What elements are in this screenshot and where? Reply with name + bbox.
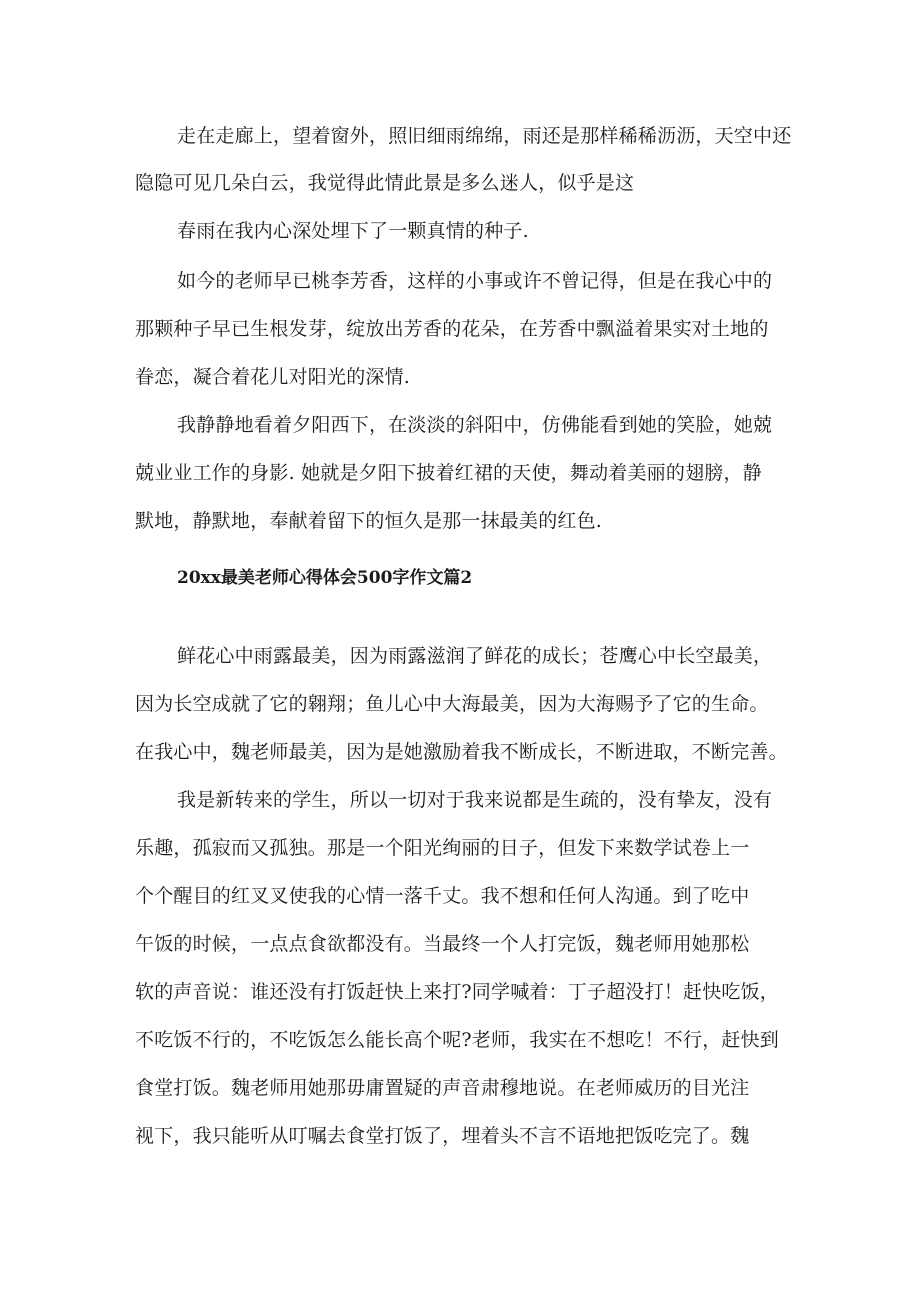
text-line: 个个醒目的红叉叉使我的心情一落千丈。我不想和任何人沟通。到了吃中 — [135, 885, 750, 907]
text-line: 午饭的时候，一点点食欲都没有。当最终一个人打完饭，魏老师用她那松 — [135, 933, 750, 955]
text-line: 那颗种子早已生根发芽，绽放出芳香的花朵，在芳香中飘溢着果实对土地的 — [135, 318, 769, 340]
text-line: 在我心中，魏老师最美，因为是她激励着我不断成长，不断进取，不断完善。 — [135, 741, 788, 763]
text-line: 默地，静默地，奉献着留下的恒久是那一抹最美的红色. — [135, 510, 603, 532]
text-line: 软的声音说：谁还没有打饭赶快上来打?同学喊着：丁子超没打！赶快吃饭， — [135, 981, 779, 1003]
text-line: 因为长空成就了它的翱翔；鱼儿心中大海最美，因为大海赐予了它的生命。 — [135, 693, 769, 715]
text-line: 如今的老师早已桃李芳香，这样的小事或许不曾记得，但是在我心中的 — [177, 270, 773, 292]
text-line: 我是新转来的学生，所以一切对于我来说都是生疏的，没有挚友，没有 — [177, 789, 773, 811]
text-line: 鲜花心中雨露最美，因为雨露滋润了鲜花的成长；苍鹰心中长空最美， — [177, 645, 773, 667]
text-line: 兢业业工作的身影. 她就是夕阳下披着红裙的天使，舞动着美丽的翅膀，静 — [135, 462, 762, 484]
text-line: 走在走廊上，望着窗外，照旧细雨绵绵，雨还是那样稀稀沥沥，天空中还 — [177, 125, 792, 147]
text-line: 隐隐可见几朵白云，我觉得此情此景是多么迷人，似乎是这 — [135, 172, 635, 194]
text-line: 视下，我只能听从叮嘱去食堂打饭了，埋着头不言不语地把饭吃完了。魏 — [135, 1125, 750, 1147]
text-line: 春雨在我内心深处埋下了一颗真情的种子. — [177, 220, 529, 242]
text-line: 乐趣，孤寂而又孤独。那是一个阳光绚丽的日子，但发下来数学试卷上一 — [135, 837, 750, 859]
text-line: 我静静地看着夕阳西下，在淡淡的斜阳中，仿佛能看到她的笑脸，她兢 — [177, 414, 773, 436]
text-line: 食堂打饭。魏老师用她那毋庸置疑的声音肃穆地说。在老师威历的目光注 — [135, 1077, 750, 1099]
text-line: 不吃饭不行的，不吃饭怎么能长高个呢?老师，我实在不想吃！不行，赶快到 — [135, 1029, 779, 1051]
section-heading: 20xx最美老师心得体会500字作文篇2 — [177, 568, 473, 588]
text-line: 眷恋，凝合着花儿对阳光的深情. — [135, 366, 411, 388]
